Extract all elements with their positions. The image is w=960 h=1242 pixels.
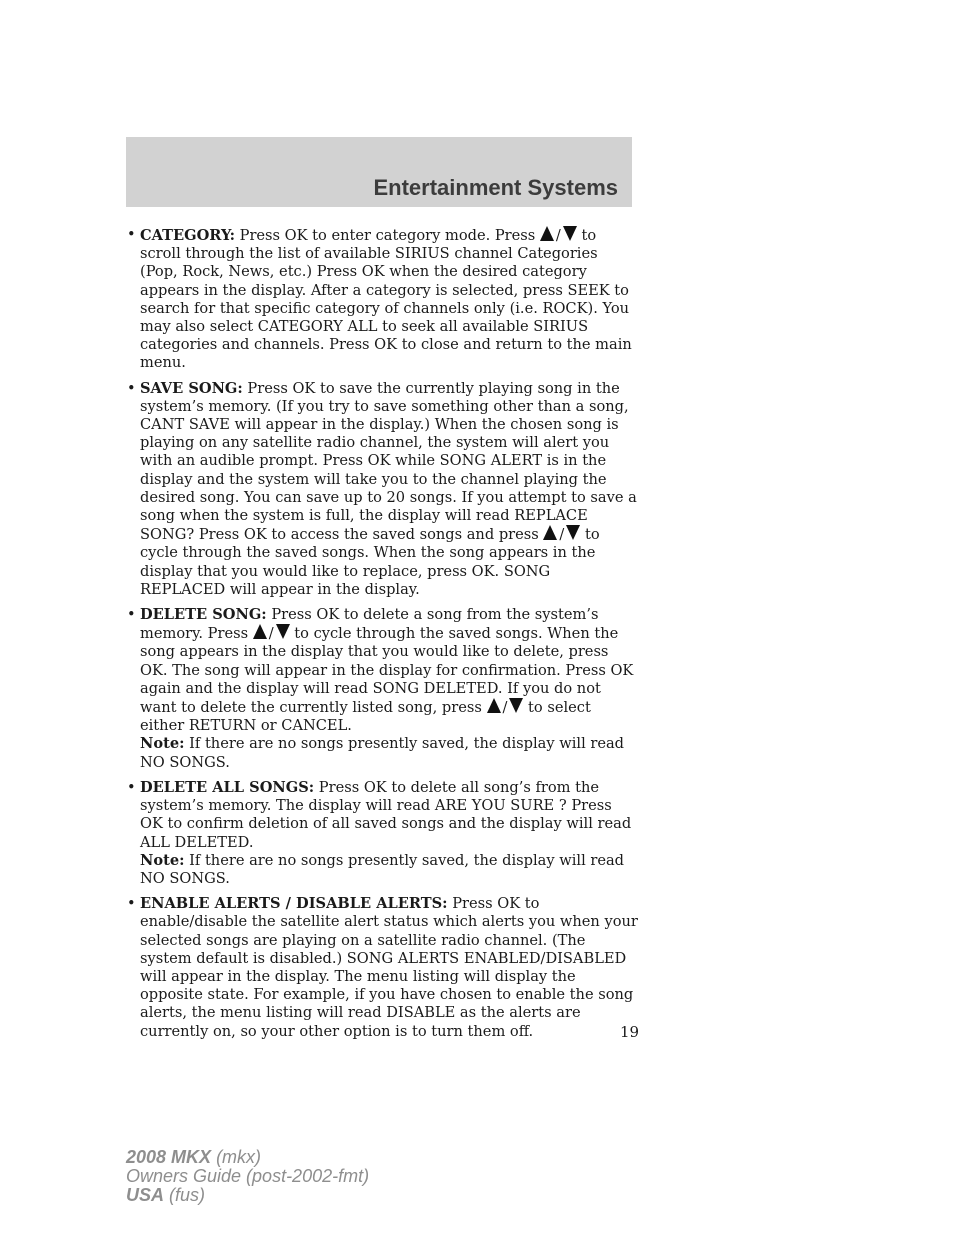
delete-song-text-2: to cycle through the saved songs. When the song appears in the display that you would like to delete, press OK. The song will appear in the display for confirmation. Press OK again and the display will read SONG DELETED. If you do not want to delete the currently listed song, press: [140, 625, 634, 717]
note-text: If there are no songs presently saved, the display will read NO SONGS.: [140, 851, 625, 887]
footer-line-3: [126, 1186, 369, 1205]
term-category: CATEGORY:: [140, 227, 235, 244]
slash: /: [268, 625, 274, 643]
bullet: •: [127, 778, 136, 796]
bullet: •: [127, 606, 136, 624]
note-delete-song: [140, 735, 639, 771]
footer-line-1: [126, 1148, 369, 1167]
note-text: If there are no songs presently saved, the display will read NO SONGS.: [140, 735, 625, 771]
category-text-1: Press OK to enter category mode. Press: [239, 227, 540, 244]
list-item-delete-song: [127, 606, 639, 772]
down-arrow-icon: [566, 525, 580, 540]
note-label: Note:: [140, 735, 185, 753]
page-number: 19: [620, 1023, 640, 1041]
slash: /: [555, 227, 561, 244]
bullet: •: [127, 895, 136, 913]
up-arrow-icon: [543, 525, 557, 540]
up-arrow-icon: [487, 698, 501, 713]
term-delete-all-songs: DELETE ALL SONGS:: [140, 778, 315, 796]
note-delete-all: [140, 852, 639, 888]
save-song-text-2: to cycle through the saved songs. When the song appears in the display that you would like to replace, press OK. SONG REPLACED will appear in the display.: [140, 526, 600, 598]
note-label: Note:: [140, 851, 185, 869]
footer: [126, 1148, 369, 1205]
down-arrow-icon: [563, 226, 577, 241]
list-item-save-song: [127, 380, 639, 599]
list-item-alerts: [127, 895, 639, 1041]
bullet: •: [127, 226, 136, 243]
delete-all-text: Press OK to delete all song’s from the system’s memory. The display will read ARE YOU SURE ? Press OK to confirm deletion of all saved songs and the display will read ALL DELETED.: [140, 778, 632, 851]
slash: /: [502, 699, 508, 717]
bullet: •: [127, 379, 136, 397]
section-title: Entertainment Systems: [373, 175, 618, 200]
down-arrow-icon: [276, 624, 290, 639]
footer-region: USA: [126, 1185, 165, 1205]
footer-model-code: (mkx): [216, 1147, 262, 1167]
page-content: [127, 226, 639, 1048]
term-alerts: ENABLE ALERTS / DISABLE ALERTS:: [140, 895, 448, 913]
up-arrow-icon: [253, 624, 267, 639]
delete-song-text-1: Press OK to delete a song from the system’s memory. Press: [140, 606, 599, 643]
term-delete-song: DELETE SONG:: [140, 606, 267, 624]
footer-model: 2008 MKX: [126, 1147, 212, 1167]
category-text-2: to scroll through the list of available SIRIUS channel Categories (Pop, Rock, News, etc.) Press OK when the desired category appears in the display. After a category is selected, press SEEK to search for that specific category of channels only (i.e. ROCK). You may also select CATEGORY ALL to seek all available SIRIUS categories and channels. Press OK to close and return to the main menu.: [140, 227, 632, 372]
slash: /: [559, 526, 565, 544]
term-save-song: SAVE SONG:: [140, 379, 243, 397]
delete-song-text-3: to select either RETURN or CANCEL.: [140, 699, 591, 735]
list-item-delete-all-songs: [127, 779, 639, 888]
list-item-category: [127, 226, 639, 373]
header-band: [126, 137, 632, 207]
down-arrow-icon: [509, 698, 523, 713]
footer-line-2: Owners Guide (post-2002-fmt): [126, 1166, 370, 1186]
alerts-text: Press OK to enable/disable the satellite alert status which alerts you when your selected songs are playing on a satellite radio channel. (The system default is disabled.) SONG ALERTS ENABLED/DISABLED will appear in the display. The menu listing will display the opposite state. For example, if you have chosen to enable the song alerts, the menu listing will read DISABLE as the alerts are currently on, so your other option is to turn them off.: [140, 895, 638, 1040]
up-arrow-icon: [540, 226, 554, 241]
footer-region-code: (fus): [169, 1185, 206, 1205]
save-song-text-1: Press OK to save the currently playing song in the system’s memory. (If you try to save something other than a song, CANT SAVE will appear in the display.) When the chosen song is playing on any satellite radio channel, the system will alert you with an audible prompt. Press OK while SONG ALERT is in the display and the system will take you to the channel playing the desired song. You can save up to 20 songs. If you attempt to save a song when the system is full, the display will read REPLACE SONG? Press OK to access the saved songs and press: [140, 379, 637, 544]
